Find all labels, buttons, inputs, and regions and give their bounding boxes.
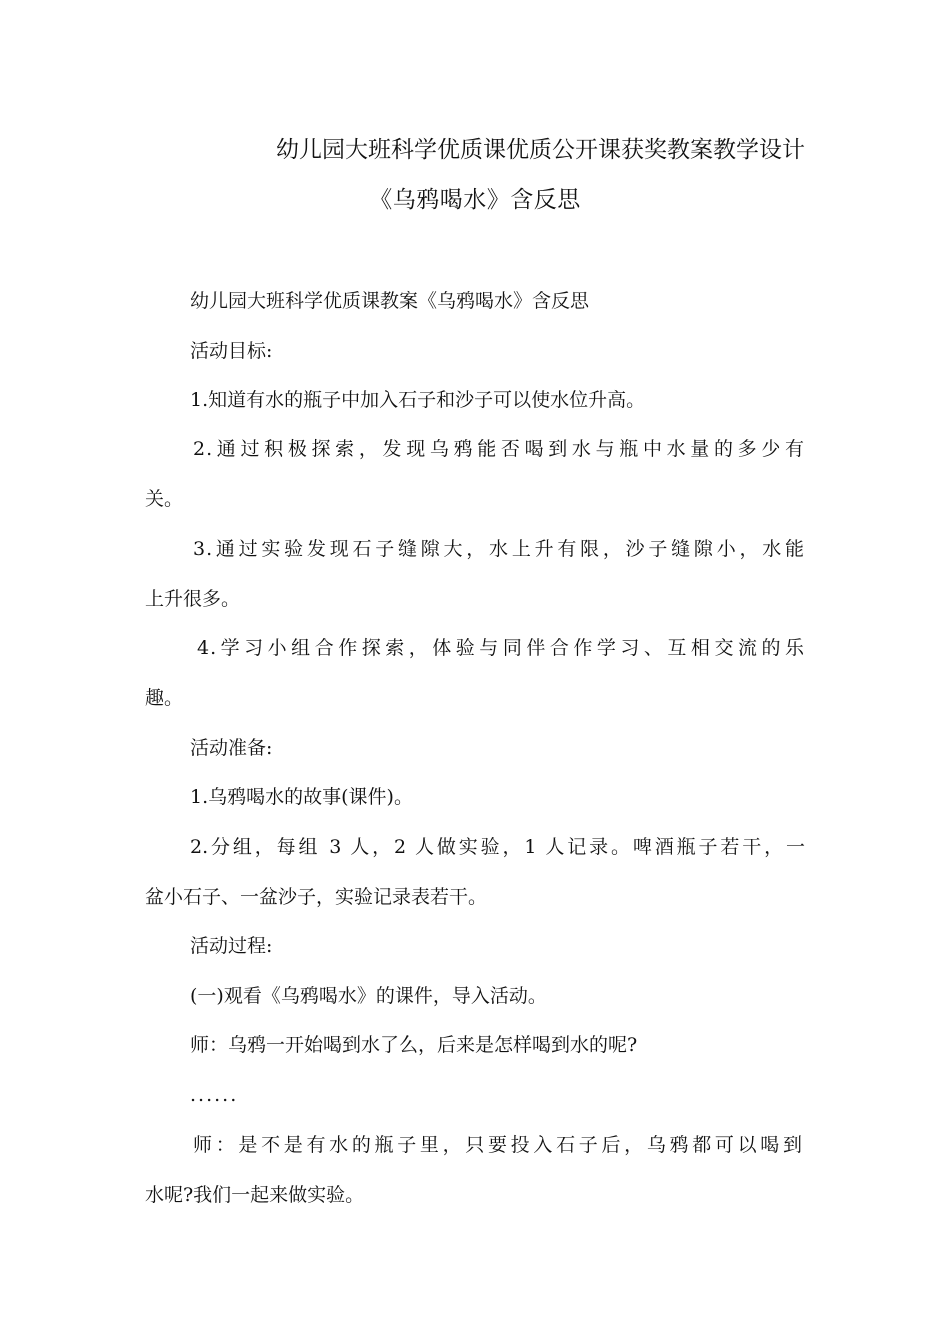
goal-item-2-continued: 关。 bbox=[145, 488, 184, 510]
goal-item-1: 1.知道有水的瓶子中加入石子和沙子可以使水位升高。 bbox=[190, 389, 646, 411]
heading-activity-process: 活动过程: bbox=[190, 935, 273, 957]
heading-activity-goals: 活动目标: bbox=[190, 340, 273, 362]
document-title-line-2: 《乌鸦喝水》含反思 bbox=[369, 187, 581, 213]
goal-item-2: 2.通过积极探索，发现乌鸦能否喝到水与瓶中水量的多少有 bbox=[193, 438, 805, 460]
prep-item-1: 1.乌鸦喝水的故事(课件)。 bbox=[190, 786, 413, 808]
prep-item-2-continued: 盆小石子、一盆沙子，实验记录表若干。 bbox=[145, 886, 488, 908]
ellipsis: ...... bbox=[190, 1084, 239, 1106]
goal-item-3: 3.通过实验发现石子缝隙大，水上升有限，沙子缝隙小，水能 bbox=[193, 538, 805, 560]
teacher-question-2-continued: 水呢?我们一起来做实验。 bbox=[145, 1184, 365, 1206]
teacher-question-2: 师：是不是有水的瓶子里，只要投入石子后，乌鸦都可以喝到 bbox=[193, 1134, 803, 1156]
paragraph-intro: 幼儿园大班科学优质课教案《乌鸦喝水》含反思 bbox=[190, 290, 590, 312]
goal-item-4-continued: 趣。 bbox=[145, 687, 184, 709]
goal-item-4: 4.学习小组合作探索，体验与同伴合作学习、互相交流的乐 bbox=[197, 637, 805, 659]
document-title-line-1: 幼儿园大班科学优质课优质公开课获奖教案教学设计 bbox=[276, 137, 805, 163]
prep-item-2: 2.分组，每组 3 人，2 人做实验，1 人记录。啤酒瓶子若干，一 bbox=[190, 836, 805, 858]
teacher-question-1: 师：乌鸦一开始喝到水了么，后来是怎样喝到水的呢? bbox=[190, 1034, 638, 1056]
process-step-1: (一)观看《乌鸦喝水》的课件，导入活动。 bbox=[190, 985, 547, 1007]
goal-item-3-continued: 上升很多。 bbox=[145, 588, 241, 610]
heading-activity-preparation: 活动准备: bbox=[190, 737, 273, 759]
